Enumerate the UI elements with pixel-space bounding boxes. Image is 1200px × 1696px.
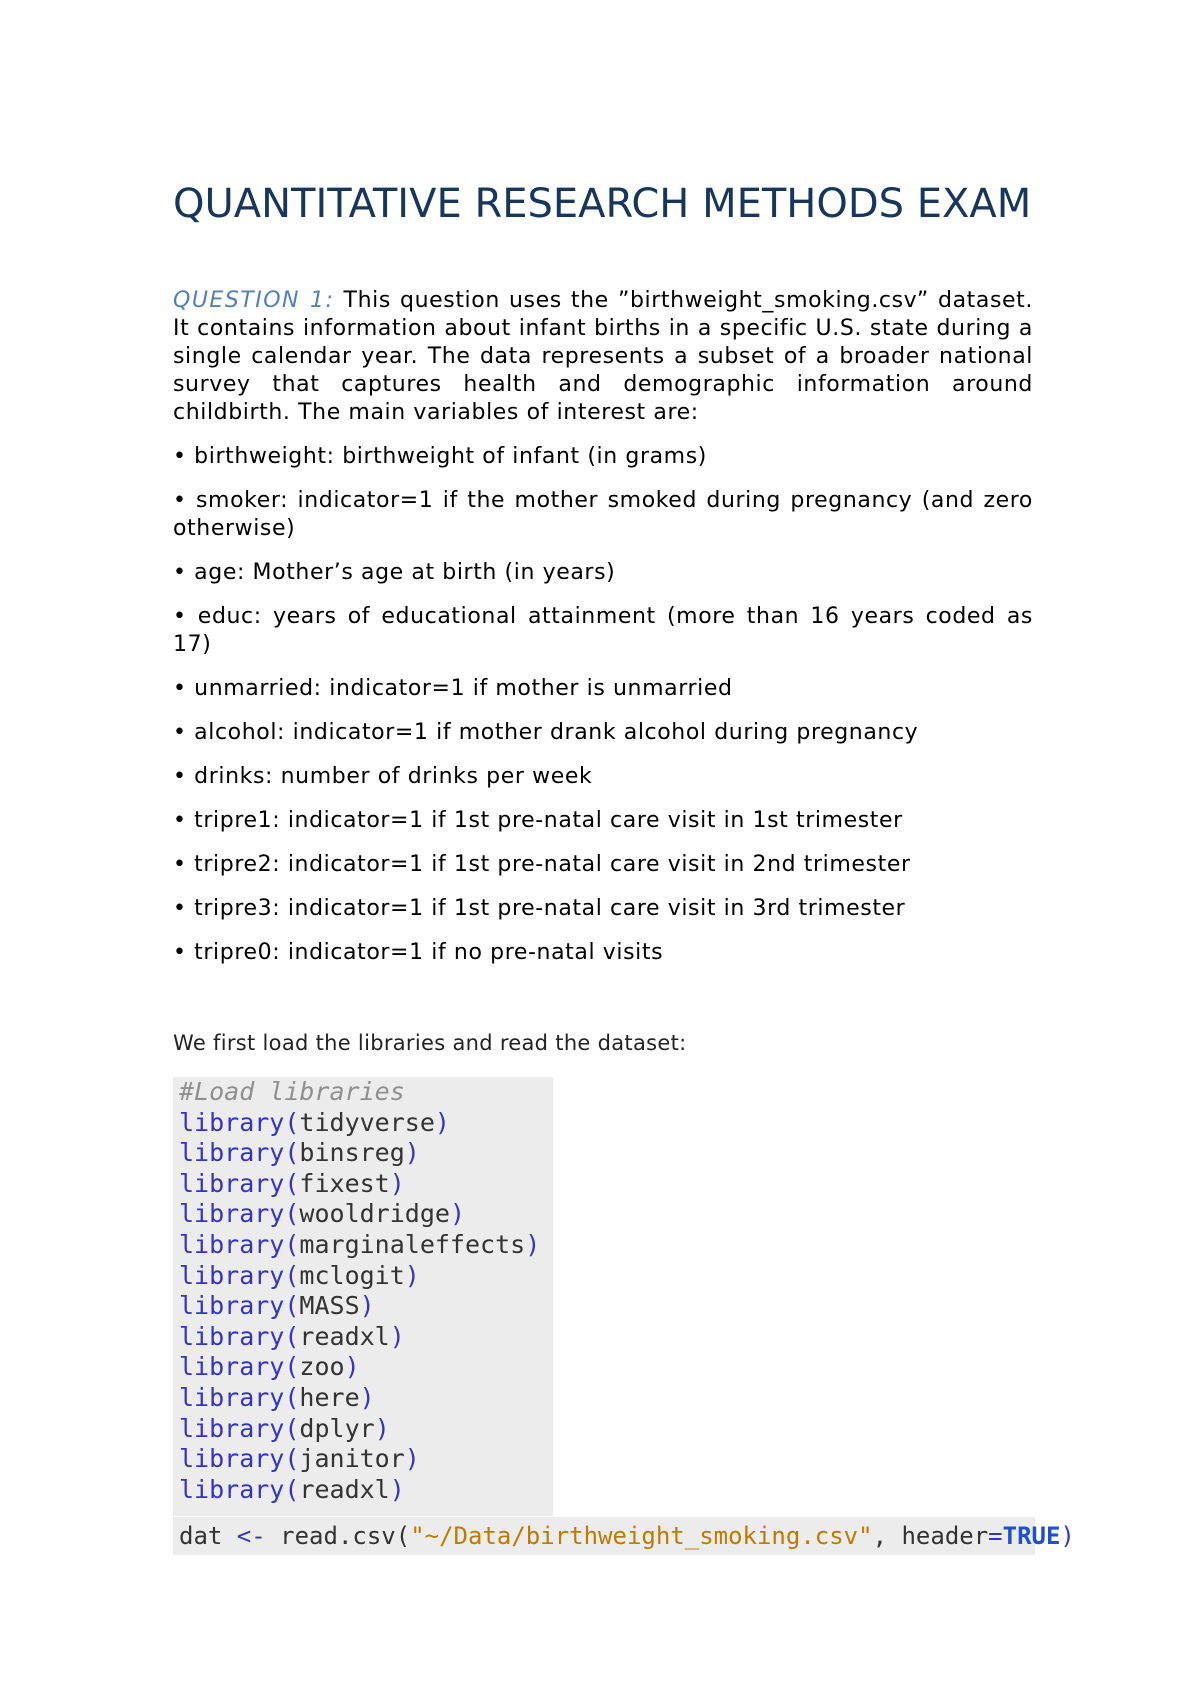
list-item: • tripre0: indicator=1 if no pre-natal visits — [173, 940, 664, 965]
list-item: • smoker: indicator=1 if the mother smoked during pregnancy (and zero otherwise) — [173, 488, 1033, 541]
list-item: • tripre2: indicator=1 if 1st pre-natal care visit in 2nd trimester — [173, 852, 911, 877]
code-line: library(binsreg) — [179, 1138, 420, 1168]
code-line: library(mclogit) — [179, 1260, 420, 1290]
question-label: QUESTION 1: — [173, 288, 335, 313]
code-line: library(janitor) — [179, 1444, 420, 1474]
list-item: • tripre3: indicator=1 if 1st pre-natal care visit in 3rd trimester — [173, 896, 906, 921]
list-item: • birthweight: birthweight of infant (in grams) — [173, 444, 707, 469]
page-title: QUANTITATIVE RESEARCH METHODS EXAM — [173, 181, 1032, 227]
code-block-libraries — [173, 1077, 553, 1516]
question-intro — [173, 287, 1033, 427]
list-item: • drinks: number of drinks per week — [173, 764, 593, 789]
list-item: • unmarried: indicator=1 if mother is unmarried — [173, 676, 733, 701]
variable-list — [173, 443, 1033, 983]
list-item: • age: Mother’s age at birth (in years) — [173, 560, 616, 585]
lead-in-text: We first load the libraries and read the dataset: — [173, 1031, 687, 1055]
code-line: library(fixest) — [179, 1168, 405, 1198]
code-comment: #Load libraries — [179, 1077, 405, 1106]
list-item: • tripre1: indicator=1 if 1st pre-natal care visit in 1st trimester — [173, 808, 903, 833]
code-line: library(dplyr) — [179, 1413, 390, 1443]
code-line: library(wooldridge) — [179, 1199, 465, 1229]
code-line: library(tidyverse) — [179, 1107, 450, 1137]
list-item: • educ: years of educational attainment (more than 16 years coded as 17) — [173, 604, 1033, 657]
code-line: library(MASS) — [179, 1291, 375, 1321]
code-block-read-csv: dat <- read.csv("~/Data/birthweight_smoking.csv", header=TRUE) — [173, 1517, 1035, 1555]
code-line: library(readxl) — [179, 1474, 405, 1504]
list-item: • alcohol: indicator=1 if mother drank alcohol during pregnancy — [173, 720, 919, 745]
code-line: library(here) — [179, 1382, 375, 1412]
question-text: This question uses the ”birthweight_smoking.csv” dataset. It contains information about infant births in a specific U.S. state during a single calendar year. The data represents a subset of a broader national survey that captures health and demographic information around childbirth. The main variables of interest are: — [173, 288, 1033, 425]
code-line: library(zoo) — [179, 1352, 360, 1382]
code-line: library(marginaleffects) — [179, 1229, 541, 1259]
code-line: library(readxl) — [179, 1321, 405, 1351]
